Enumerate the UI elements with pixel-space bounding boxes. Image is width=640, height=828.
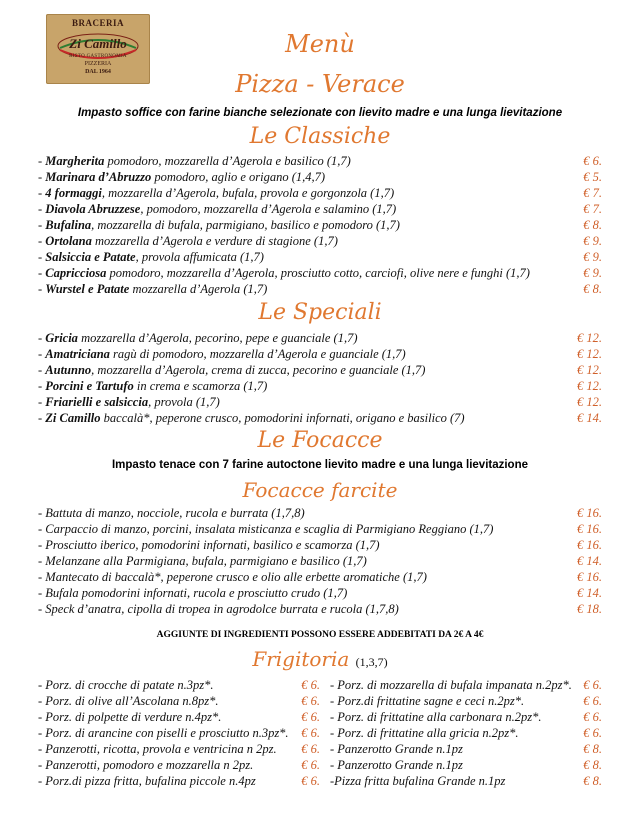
- item-prefix: -: [38, 395, 46, 409]
- focacce-farcite-title: Focacce farcite: [242, 478, 398, 502]
- item-description: - Carpaccio di manzo, porcini, insalata misticanza e scaglia di Parmigiano Reggiano (1,7): [38, 522, 494, 536]
- item-description: - Prosciutto iberico, pomodorini infornati, basilico e scamorza (1,7): [38, 538, 380, 552]
- item-price: € 6.: [583, 154, 602, 168]
- menu-item: [330, 725, 602, 741]
- item-price: € 6.: [583, 694, 602, 708]
- item-price: € 6.: [301, 774, 320, 788]
- item-description: - Bufala pomodorini infornati, rucola e prosciutto crudo (1,7): [38, 586, 348, 600]
- item-price: € 9.: [583, 234, 602, 248]
- item-prefix: -: [38, 363, 46, 377]
- item-description: pomodoro, aglio e origano (1,4,7): [151, 170, 326, 184]
- item-price: € 6.: [301, 726, 320, 740]
- menu-item: [38, 233, 602, 249]
- frigitoria-allergens: (1,3,7): [355, 655, 388, 669]
- pizza-title: Pizza - Verace: [235, 70, 405, 98]
- item-price: € 6.: [301, 758, 320, 772]
- impasto-soffice-note: Impasto soffice con farine bianche selezionate con lievito madre e una lunga lievitazione: [77, 107, 563, 119]
- item-description: , mozzarella d’Agerola, bufala, provola e gorgonzola (1,7): [101, 186, 395, 200]
- logo-line-pizzeria: PIZZERIA: [84, 61, 112, 67]
- item-prefix: -: [38, 411, 46, 425]
- item-description: - Porz. di frittatine alla gricia n.2pz*.: [330, 726, 519, 740]
- menu-item: [38, 505, 602, 521]
- item-description: - Speck d’anatra, cipolla di tropea in agrodolce burrata e rucola (1,7,8): [38, 602, 399, 616]
- menu-item: [38, 362, 602, 378]
- menu-item: [38, 569, 602, 585]
- frigitoria-title: Frigitoria: [252, 647, 350, 671]
- menu-item: [38, 585, 602, 601]
- item-name: Salsiccia e Patate: [45, 250, 136, 264]
- item-prefix: -: [38, 250, 46, 264]
- menu-item: [38, 521, 602, 537]
- item-name: Porcini e Tartufo: [45, 379, 134, 393]
- item-description: ragù di pomodoro, mozzarella d’Agerola e guanciale (1,7): [109, 347, 406, 361]
- item-prefix: -: [38, 202, 46, 216]
- menu-item: [38, 249, 602, 265]
- menu-item: [330, 677, 602, 693]
- item-price: € 8.: [583, 774, 602, 788]
- item-description: - Porz. di frittatine alla carbonara n.2pz*.: [330, 710, 542, 724]
- item-description: - Porz. di polpette di verdure n.4pz*.: [38, 710, 222, 724]
- menu-item: [38, 773, 320, 789]
- menu-item: [38, 330, 602, 346]
- item-prefix: -: [38, 170, 46, 184]
- item-description: , mozzarella d’Agerola, crema di zucca, pecorino e guanciale (1,7): [91, 363, 426, 377]
- menu-item: [38, 601, 602, 617]
- menu-item: [330, 741, 602, 757]
- menu-item: [38, 410, 602, 426]
- item-price: € 16.: [577, 538, 602, 552]
- classiche-title: Le Classiche: [249, 124, 391, 149]
- item-price: € 9.: [583, 250, 602, 264]
- menu-item: [38, 378, 602, 394]
- menu-item: [38, 741, 320, 757]
- item-name: Gricia: [45, 331, 78, 345]
- item-name: Zi Camillo: [45, 411, 101, 425]
- menu-item: [38, 537, 602, 553]
- item-price: € 16.: [577, 522, 602, 536]
- menu-item: [330, 773, 602, 789]
- menu-item: [38, 169, 602, 185]
- item-price: € 6.: [301, 678, 320, 692]
- item-name: Friarielli e salsiccia: [45, 395, 149, 409]
- menu-item: [38, 153, 602, 169]
- item-description: - Melanzane alla Parmigiana, bufala, parmigiano e basilico (1,7): [38, 554, 367, 568]
- item-description: - Panzerotti, ricotta, provola e ventricina n 2pz.: [38, 742, 277, 756]
- item-price: € 14.: [577, 411, 602, 425]
- item-prefix: -: [38, 379, 46, 393]
- item-name: Bufalina: [45, 218, 92, 232]
- item-name: Autunno: [45, 363, 92, 377]
- item-description: baccalà*, peperone crusco, pomodorini infornati, origano e basilico (7): [100, 411, 465, 425]
- item-description: mozzarella d’Agerola, pecorino, pepe e guanciale (1,7): [77, 331, 358, 345]
- item-price: € 12.: [577, 347, 602, 361]
- item-price: € 14.: [577, 554, 602, 568]
- item-price: € 12.: [577, 331, 602, 345]
- item-prefix: -: [38, 266, 46, 280]
- item-price: € 8.: [583, 218, 602, 232]
- menu-item: [38, 265, 602, 281]
- menu-item: [38, 217, 602, 233]
- item-description: - Porz. di mozzarella di bufala impanata n.2pz*.: [330, 678, 572, 692]
- item-price: € 12.: [577, 395, 602, 409]
- item-description: , mozzarella di bufala, parmigiano, basilico e pomodoro (1,7): [91, 218, 400, 232]
- item-prefix: -: [38, 154, 46, 168]
- item-price: € 16.: [577, 506, 602, 520]
- item-prefix: -: [38, 331, 46, 345]
- item-name: Marinara d’Abruzzo: [45, 170, 152, 184]
- item-description: - Mantecato di baccalà*, peperone crusco e olio alle erbette aromatiche (1,7): [38, 570, 427, 584]
- item-description: -Pizza fritta bufalina Grande n.1pz: [330, 774, 506, 788]
- item-price: € 9.: [583, 266, 602, 280]
- item-price: € 12.: [577, 379, 602, 393]
- item-price: € 16.: [577, 570, 602, 584]
- item-price: € 6.: [301, 742, 320, 756]
- logo-line-braceria: BRACERIA: [71, 18, 124, 28]
- menu-item: [38, 693, 320, 709]
- logo-line-since: DAL 1964: [85, 69, 111, 75]
- menu-item: [330, 693, 602, 709]
- focacce-title: Le Focacce: [257, 428, 383, 453]
- item-price: € 6.: [583, 726, 602, 740]
- item-name: Wurstel e Patate: [45, 282, 130, 296]
- item-description: - Porz.di frittatine sagne e ceci n.2pz*.: [330, 694, 525, 708]
- item-prefix: -: [38, 347, 46, 361]
- aggiunte-note: AGGIUNTE DI INGREDIENTI POSSONO ESSERE ADDEBITATI DA 2€ A 4€: [156, 630, 484, 640]
- logo-line-risto: RISTO GASTRONOMIA: [69, 54, 127, 59]
- speciali-title: Le Speciali: [258, 300, 382, 325]
- item-description: - Panzerotto Grande n.1pz: [330, 742, 463, 756]
- menu-item: [38, 709, 320, 725]
- item-name: 4 formaggi: [45, 186, 102, 200]
- item-price: € 14.: [577, 586, 602, 600]
- item-description: pomodoro, mozzarella d’Agerola, prosciutto cotto, carciofi, olive nere e funghi (1,7): [106, 266, 530, 280]
- item-prefix: -: [38, 218, 46, 232]
- item-name: Capricciosa: [45, 266, 107, 280]
- frigitoria-heading: [0, 647, 640, 671]
- item-price: € 18.: [577, 602, 602, 616]
- item-price: € 6.: [301, 710, 320, 724]
- item-description: , pomodoro, mozzarella d’Agerola e salamino (1,7): [140, 202, 397, 216]
- item-description: - Battuta di manzo, nocciole, rucola e burrata (1,7,8): [38, 506, 305, 520]
- item-price: € 6.: [301, 694, 320, 708]
- menu-item: [38, 757, 320, 773]
- item-description: - Porz.di pizza fritta, bufalina piccole n.4pz: [38, 774, 256, 788]
- item-name: Diavola Abruzzese: [45, 202, 141, 216]
- item-price: € 6.: [583, 678, 602, 692]
- item-prefix: -: [38, 282, 46, 296]
- item-description: - Porz. di crocche di patate n.3pz*.: [38, 678, 214, 692]
- menu-item: [330, 757, 602, 773]
- item-price: € 8.: [583, 282, 602, 296]
- item-price: € 5.: [583, 170, 602, 184]
- item-description: mozzarella d’Agerola (1,7): [129, 282, 268, 296]
- item-name: Ortolana: [45, 234, 92, 248]
- item-price: € 7.: [583, 186, 602, 200]
- item-description: - Panzerotti, pomodoro e mozzarella n 2pz.: [38, 758, 254, 772]
- impasto-tenace-note: Impasto tenace con 7 farine autoctone lievito madre e una lunga lievitazione: [111, 459, 529, 471]
- menu-item: [38, 394, 602, 410]
- item-name: Amatriciana: [45, 347, 110, 361]
- item-name: Margherita: [45, 154, 105, 168]
- item-description: pomodoro, mozzarella d’Agerola e basilico (1,7): [104, 154, 351, 168]
- item-description: , provola affumicata (1,7): [135, 250, 264, 264]
- menu-item: [330, 709, 602, 725]
- item-description: in crema e scamorza (1,7): [133, 379, 268, 393]
- menu-item: [38, 185, 602, 201]
- item-description: - Porz. di arancine con piselli e prosciutto n.3pz*.: [38, 726, 289, 740]
- item-description: - Panzerotto Grande n.1pz: [330, 758, 463, 772]
- item-price: € 6.: [583, 710, 602, 724]
- item-description: - Porz. di olive all’Ascolana n.8pz*.: [38, 694, 219, 708]
- item-price: € 7.: [583, 202, 602, 216]
- menu-item: [38, 346, 602, 362]
- item-price: € 8.: [583, 742, 602, 756]
- item-description: , provola (1,7): [148, 395, 220, 409]
- logo-line-name: Zi Camillo: [69, 36, 127, 51]
- item-prefix: -: [38, 234, 46, 248]
- menu-item: [38, 281, 602, 297]
- menu-item: [38, 201, 602, 217]
- menu-item: [38, 677, 320, 693]
- item-description: mozzarella d’Agerola e verdure di stagione (1,7): [91, 234, 338, 248]
- item-prefix: -: [38, 186, 46, 200]
- item-price: € 8.: [583, 758, 602, 772]
- menu-item: [38, 553, 602, 569]
- menu-item: [38, 725, 320, 741]
- menu-title: Menù: [285, 30, 355, 58]
- item-price: € 12.: [577, 363, 602, 377]
